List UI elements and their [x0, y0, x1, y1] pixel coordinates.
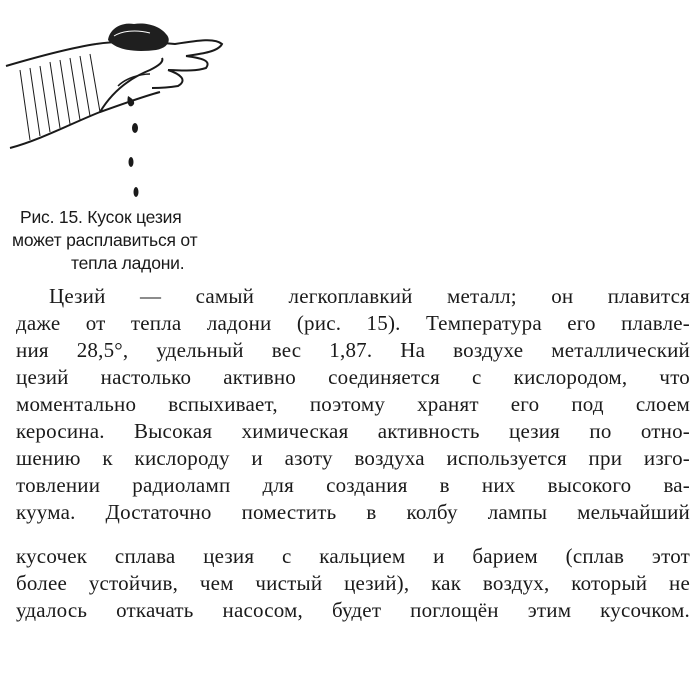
text-line: шению к кислороду и азоту воздуха используется при изго-: [16, 446, 690, 470]
text-line: кусочек сплава цезия с кальцием и барием (сплав этот: [16, 544, 690, 568]
caption-line: Рис. 15. Кусок цезия: [20, 207, 182, 227]
figure-caption: [0, 206, 262, 275]
drop-1: [132, 123, 138, 133]
text-line: цезий настолько активно соединяется с кислородом, что: [16, 365, 690, 389]
text-line: удалось откачать насосом, будет поглощён этим кусочком.: [16, 598, 690, 622]
drop-3: [134, 187, 139, 197]
text-line: куума. Достаточно поместить в колбу лампы мельчайший: [16, 500, 690, 524]
text-line: моментально вспыхивает, поэтому хранят его под слоем: [16, 392, 690, 416]
hand-with-cesium-illustration: [0, 0, 250, 205]
text-line: керосина. Высокая химическая активность цезия по отно-: [16, 419, 690, 443]
text-line: товлении радиоламп для создания в них высокого ва-: [16, 473, 690, 497]
figure-15: [0, 0, 250, 290]
text-line: более устойчив, чем чистый цезий), как воздух, который не: [16, 571, 690, 595]
paragraph-2: [16, 543, 690, 624]
paragraph-1: [16, 283, 690, 526]
text-line: Цезий — самый легкоплавкий металл; он плавится: [49, 284, 690, 308]
caption-line: тепла ладони.: [71, 253, 185, 273]
text-line: даже от тепла ладони (рис. 15). Температура его плавле-: [16, 311, 690, 335]
drop-2: [129, 157, 134, 167]
caption-line: может расплавиться от: [12, 230, 198, 250]
text-line: ния 28,5°, удельный вес 1,87. На воздухе металлический: [16, 338, 690, 362]
